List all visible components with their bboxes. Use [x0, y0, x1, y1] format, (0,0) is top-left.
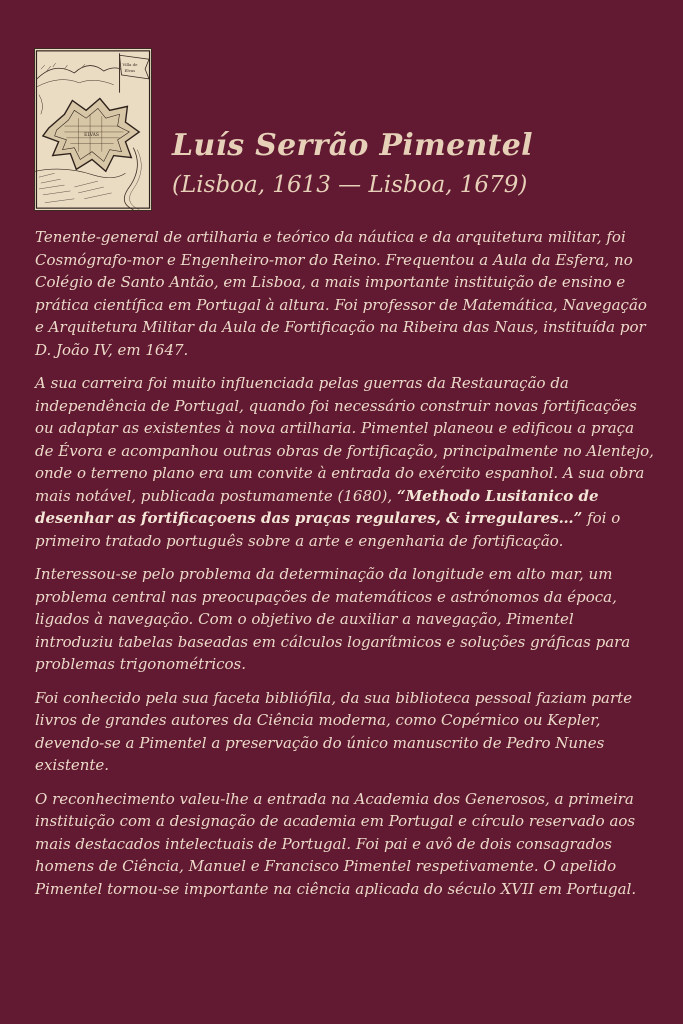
svg-text:ELVAS: ELVAS [84, 132, 99, 138]
paragraph-fortification-work [35, 372, 655, 552]
fortress-engraving [34, 48, 152, 211]
biography [35, 226, 655, 911]
life-dates: (Lisboa, 1613 — Lisboa, 1679) [172, 172, 528, 198]
paragraph-text: A sua carreira foi muito influenciada pelas guerras da Restauração da independência de Portugal, quando foi necessário construir novas fortificações ou adaptar as existentes à nova artilharia. Pimentel planeou e edificou a praça de Évora e acompanhou outras obras de fortificação, principalmente no Alentejo, onde o terreno plano era um convite à entrada do exército espanhol. A sua obra mais notável, publicada postumamente (1680), [35, 374, 654, 505]
paragraph-text: foi o primeiro tratado português sobre a arte e engenharia de fortificação. [35, 509, 621, 550]
paragraph-career-overview: Tenente-general de artilharia e teórico da náutica e da arquitetura militar, foi Cosmógrafo-mor e Engenheiro-mor do Reino. Frequentou a Aula da Esfera, no Colégio de Santo Antão, em Lisboa, a mais importante instituição de ensino e prática científica em Portugal à altura. Foi professor de Matemática, Navegação e Arquitetura Militar da Aula de Fortificação na Ribeira das Naus, instituída por D. João IV, em 1647. [35, 228, 647, 359]
person-name: Luís Serrão Pimentel [172, 128, 533, 163]
paragraph-legacy: O reconhecimento valeu-lhe a entrada na Academia dos Generosos, a primeira instituição com a designação de academia em Portugal e círculo reservado aos mais destacados intelectuais de Portugal. Foi pai e avô de dois consagrados homens de Ciência, Manuel e Francisco Pimentel respetivamente. O apelido Pimentel tornou-se importante na ciência aplicada do século XVII em Portugal. [35, 789, 637, 898]
paragraph-longitude: Interessou-se pelo problema da determinação da longitude em alto mar, um problema central nas preocupações de matemáticos e astrónomos da época, ligados à navegação. Com o objetivo de auxiliar a navegação, Pimentel introduziu tabelas baseadas em cálculos logarítmicos e soluções gráficas para problemas trigonométricos. [35, 565, 631, 673]
svg-text:Elvas: Elvas [124, 67, 136, 73]
book-title: “Methodo Lusitanico de desenhar as fortificaçoens das praças regulares, & irregulares…” [35, 486, 599, 527]
paragraph-library: Foi conhecido pela sua faceta bibliófila, da sua biblioteca pessoal faziam parte livros de grandes autores da Ciência moderna, como Copérnico ou Kepler, devendo-se a Pimentel a preservação do único manuscrito de Pedro Nunes existente. [35, 688, 633, 774]
banner-label: Villa de [122, 62, 138, 68]
